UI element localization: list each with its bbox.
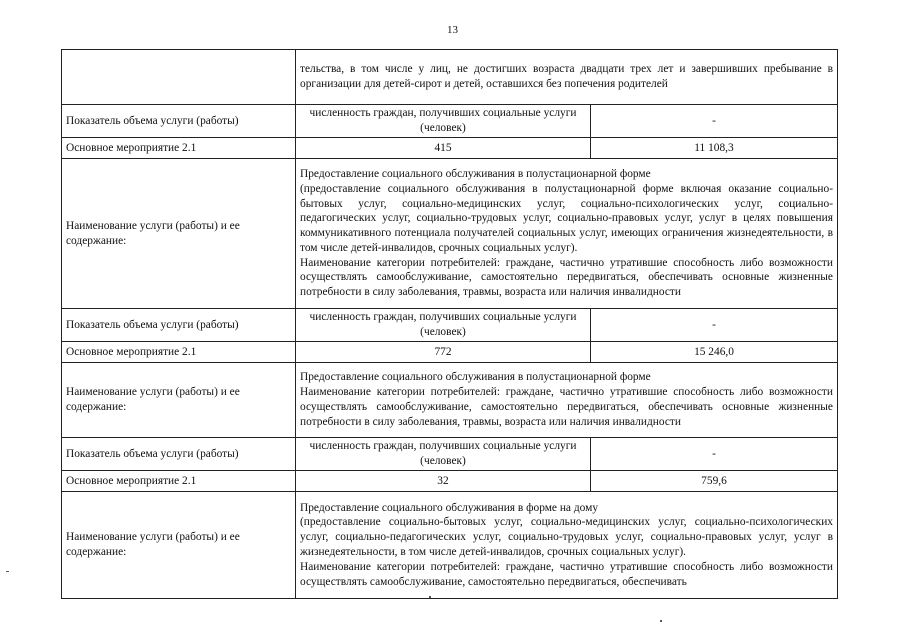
indicator-value: - [591,105,838,138]
service-paragraph: (предоставление социального обслуживания в полустационарной форме включая оказание социально-бытовых услуг, социально-медицинских услуг, социально-психологических услуг, социально-педагогических услуг, социально-трудовых услуг, социально-правовых услуг, услуг в целях повышения коммуникативного потенциала получателей социальных услуг, имеющих ограничения жизнедеятельности, в том числе детей-инвалидов, срочных социальных услуг). [300,182,833,254]
service-paragraph: Наименование категории потребителей: граждане, частично утратившие способность либо возможности осуществлять самообслуживание, самостоятельно передвигаться, обеспечивать [300,560,833,588]
indicator-text: численность граждан, получивших социальные услуги (человек) [296,438,591,471]
indicator-label: Показатель объема услуги (работы) [62,309,296,342]
continuation-text: тельства, в том числе у лиц, не достигших возраста двадцати трех лет и завершивших пребывание в организации для детей-сирот и детей, оставшихся без попечения родителей [296,50,838,105]
measure-label: Основное мероприятие 2.1 [62,342,296,363]
table-row [62,492,838,599]
table-row [62,50,838,105]
service-description [296,492,838,599]
empty-label-cell [62,50,296,105]
service-description [296,363,838,438]
indicator-value: - [591,438,838,471]
scan-mark [660,620,662,622]
service-paragraph: Предоставление социального обслуживания в форме на дому [300,501,599,514]
table-row [62,471,838,492]
table-row [62,438,838,471]
service-label: Наименование услуги (работы) и ее содержание: [62,363,296,438]
measure-volume: 415 [296,138,591,159]
measure-cost: 15 246,0 [591,342,838,363]
measure-label: Основное мероприятие 2.1 [62,138,296,159]
indicator-label: Показатель объема услуги (работы) [62,105,296,138]
measure-volume: 32 [296,471,591,492]
table-row [62,342,838,363]
table-row [62,309,838,342]
indicator-value: - [591,309,838,342]
page-number: 13 [447,24,458,36]
measure-volume: 772 [296,342,591,363]
scan-mark [6,571,9,572]
indicator-text: численность граждан, получивших социальные услуги (человек) [296,105,591,138]
service-paragraph: Наименование категории потребителей: граждане, частично утратившие способность либо возможности осуществлять самообслуживание, самостоятельно передвигаться, обеспечивать основные жизненные потребности в силу заболевания, травмы, возраста или наличия инвалидности [300,386,833,428]
measure-cost: 11 108,3 [591,138,838,159]
indicator-text: численность граждан, получивших социальные услуги (человек) [296,309,591,342]
service-label: Наименование услуги (работы) и ее содержание: [62,492,296,599]
table-row [62,159,838,309]
scan-mark [429,596,431,598]
service-label: Наименование услуги (работы) и ее содержание: [62,159,296,309]
service-paragraph: Предоставление социального обслуживания в полустационарной форме [300,167,651,180]
document-table [61,49,838,599]
table-row [62,363,838,438]
measure-label: Основное мероприятие 2.1 [62,471,296,492]
measure-cost: 759,6 [591,471,838,492]
service-description [296,159,838,309]
service-paragraph: (предоставление социально-бытовых услуг, социально-медицинских услуг, социально-психологических услуг, социально-педагогических услуг, социально-трудовых услуг, социально-правовых услуг, услуг в жизнедеятельности, в том числе детей-инвалидов, срочных социальных услуг). [300,516,833,558]
service-paragraph: Наименование категории потребителей: граждане, частично утратившие способность либо возможности осуществлять самообслуживание, самостоятельно передвигаться, обеспечивать основные жизненные потребности в силу заболевания, травмы, возраста или наличия инвалидности [300,256,833,299]
table-row [62,138,838,159]
service-paragraph: Предоставление социального обслуживания в полустационарной форме [300,371,651,384]
table-row [62,105,838,138]
indicator-label: Показатель объема услуги (работы) [62,438,296,471]
